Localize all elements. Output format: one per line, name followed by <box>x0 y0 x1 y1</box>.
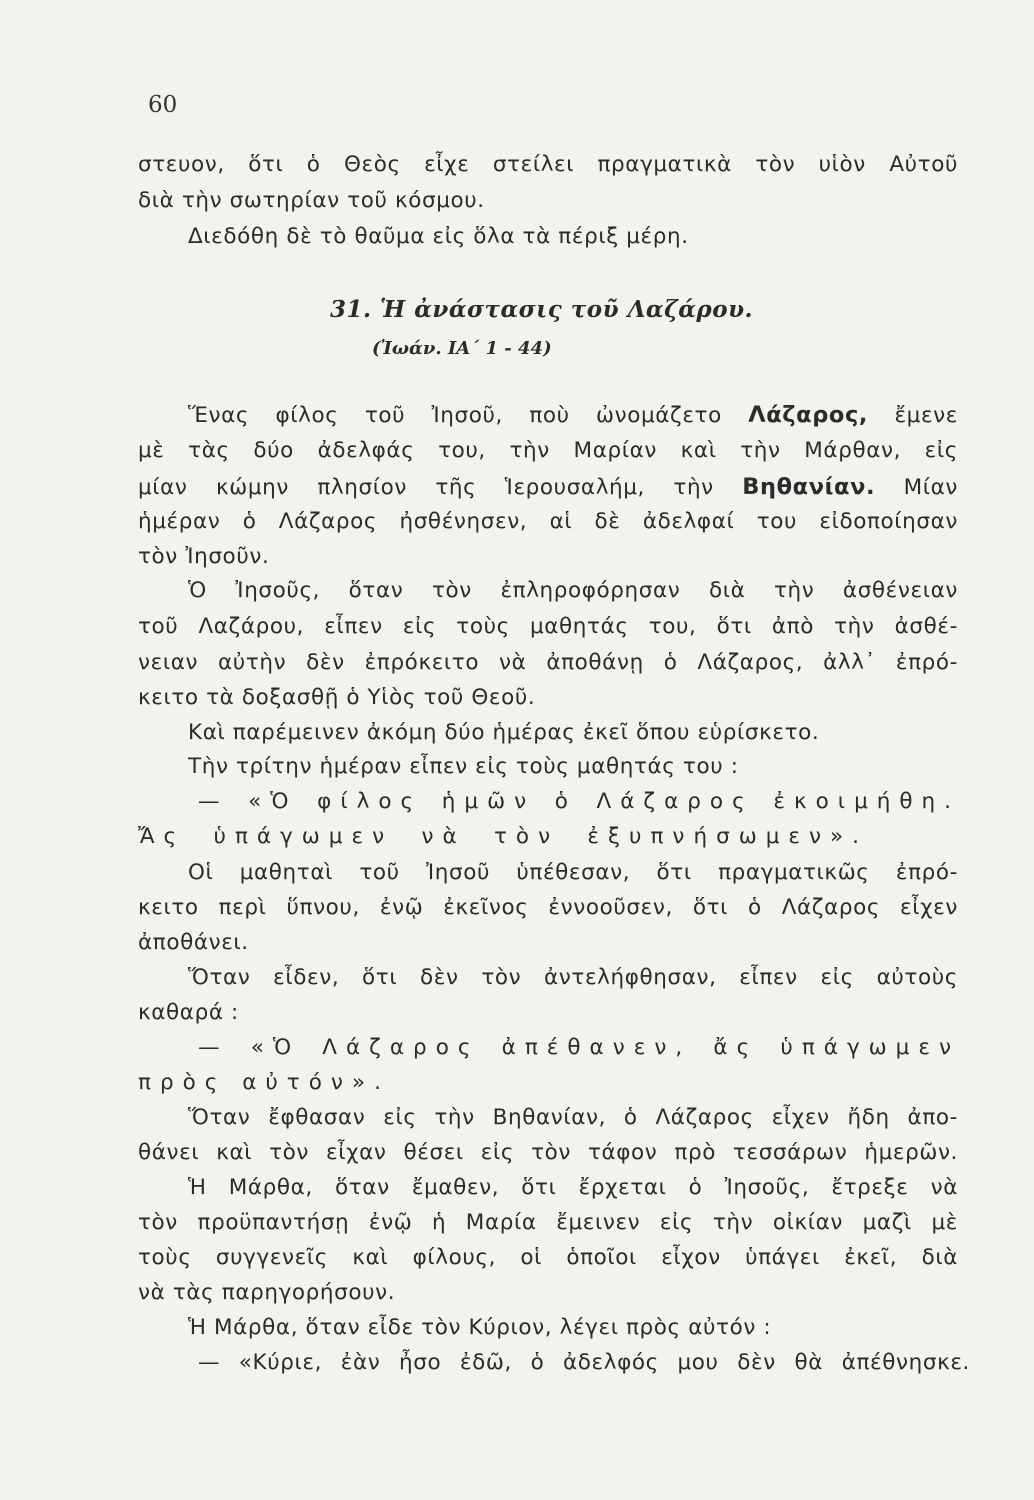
quote-line: — «Ὁ Λάζαρος ἀπέθανεν, ἄς ὑπάγωμεν <box>198 1035 960 1060</box>
text-line <box>138 472 958 503</box>
text-line: Τὴν τρίτην ἡμέραν εἶπεν εἰς τοὺς μαθητάς του : <box>188 754 739 779</box>
name-bethany: Βηθανίαν. <box>742 474 876 500</box>
text-line: Διεδόθη δὲ τὸ θαῦμα εἰς ὅλα τὰ πέριξ μέρη. <box>188 224 689 249</box>
text-line: διὰ τὴν σωτηρίαν τοῦ κόσμου. <box>138 188 485 213</box>
text-line: Ἡ Μάρθα, ὅταν εἶδε τὸν Κύριον, λέγει πρὸς αὐτόν : <box>188 1315 772 1340</box>
text-segment: Ἕνας φίλος τοῦ Ἰησοῦ, ποὺ ὠνομάζετο <box>188 403 722 428</box>
section-heading: 31. Ἡ ἀνάστασις τοῦ Λαζάρου. <box>330 296 754 323</box>
text-line: θάνει καὶ τὸν εἶχαν θέσει εἰς τὸν τάφον πρὸ τεσσάρων ἡμερῶν. <box>138 1140 958 1165</box>
quote-line: — «Ὁ φίλος ἡμῶν ὁ Λάζαρος ἐκοιμήθη. <box>198 789 960 814</box>
text-segment: μίαν κώμην πλησίον τῆς Ἱερουσαλήμ, τὴν <box>138 475 714 500</box>
name-lazarus: Λάζαρος, <box>748 402 869 428</box>
text-line: ἡμέραν ὁ Λάζαρος ἠσθένησεν, αἱ δὲ ἀδελφαί του εἰδοποίησαν <box>138 509 958 534</box>
text-segment: Μίαν <box>903 475 959 500</box>
text-line: τοὺς συγγενεῖς καὶ φίλους, οἱ ὁποῖοι εἶχον ὑπάγει ἐκεῖ, διὰ <box>138 1245 958 1270</box>
page-number: 60 <box>148 92 178 118</box>
text-line: Ὅταν εἶδεν, ὅτι δὲν τὸν ἀντελήφθησαν, εἶπεν εἰς αὐτοὺς <box>188 965 958 990</box>
text-line: τὸν προϋπαντήσῃ ἐνῷ ἡ Μαρία ἔμεινεν εἰς τὴν οἰκίαν μαζὶ μὲ <box>138 1210 958 1235</box>
text-line <box>188 400 958 431</box>
text-line: στευον, ὅτι ὁ Θεὸς εἶχε στείλει πραγματικὰ τὸν υἱὸν Αὐτοῦ <box>138 152 958 177</box>
text-line: κειτο τὰ δοξασθῇ ὁ Υἱὸς τοῦ Θεοῦ. <box>138 685 536 710</box>
text-line: καθαρά : <box>138 1000 239 1025</box>
text-line: τὸν Ἰησοῦν. <box>138 544 270 569</box>
text-line: Οἱ μαθηταὶ τοῦ Ἰησοῦ ὑπέθεσαν, ὅτι πραγματικῶς ἐπρό- <box>188 860 958 885</box>
text-line: νειαν αὐτὴν δὲν ἐπρόκειτο νὰ ἀποθάνῃ ὁ Λάζαρος, ἀλλ᾽ ἐπρό- <box>138 650 958 675</box>
scripture-reference: (Ἰωάν. ΙΑ΄ 1 - 44) <box>372 338 552 359</box>
quote-line: Ἄς ὑπάγωμεν νὰ τὸν ἐξυπνήσωμεν». <box>138 824 868 849</box>
quote-line: πρὸς αὐτόν». <box>138 1070 390 1095</box>
text-line: νὰ τὰς παρηγορήσουν. <box>138 1280 396 1305</box>
text-line: Ὅταν ἔφθασαν εἰς τὴν Βηθανίαν, ὁ Λάζαρος εἶχεν ἤδη ἀπο- <box>188 1105 958 1130</box>
text-line: Ὁ Ἰησοῦς, ὅταν τὸν ἐπληροφόρησαν διὰ τὴν ἀσθένειαν <box>188 578 958 603</box>
text-line: κειτο περὶ ὕπνου, ἐνῷ ἐκεῖνος ἐννοοῦσεν, ὅτι ὁ Λάζαρος εἶχεν <box>138 895 958 920</box>
text-line: μὲ τὰς δύο ἀδελφάς του, τὴν Μαρίαν καὶ τὴν Μάρθαν, εἰς <box>138 438 958 463</box>
text-line: Ἡ Μάρθα, ὅταν ἔμαθεν, ὅτι ἔρχεται ὁ Ἰησοῦς, ἔτρεξε νὰ <box>188 1175 958 1200</box>
text-segment: ἔμενε <box>894 403 958 428</box>
text-line: Καὶ παρέμεινεν ἀκόμη δύο ἡμέρας ἐκεῖ ὅπου εὑρίσκετο. <box>188 720 820 745</box>
text-line: τοῦ Λαζάρου, εἶπεν εἰς τοὺς μαθητάς του, ὅτι ἀπὸ τὴν ἀσθέ- <box>138 614 958 639</box>
quote-line: — «Κύριε, ἐὰν ἦσο ἐδῶ, ὁ ἀδελφός μου δὲν θὰ ἀπέθνησκε. <box>198 1350 970 1375</box>
text-line: ἀποθάνει. <box>138 930 249 955</box>
